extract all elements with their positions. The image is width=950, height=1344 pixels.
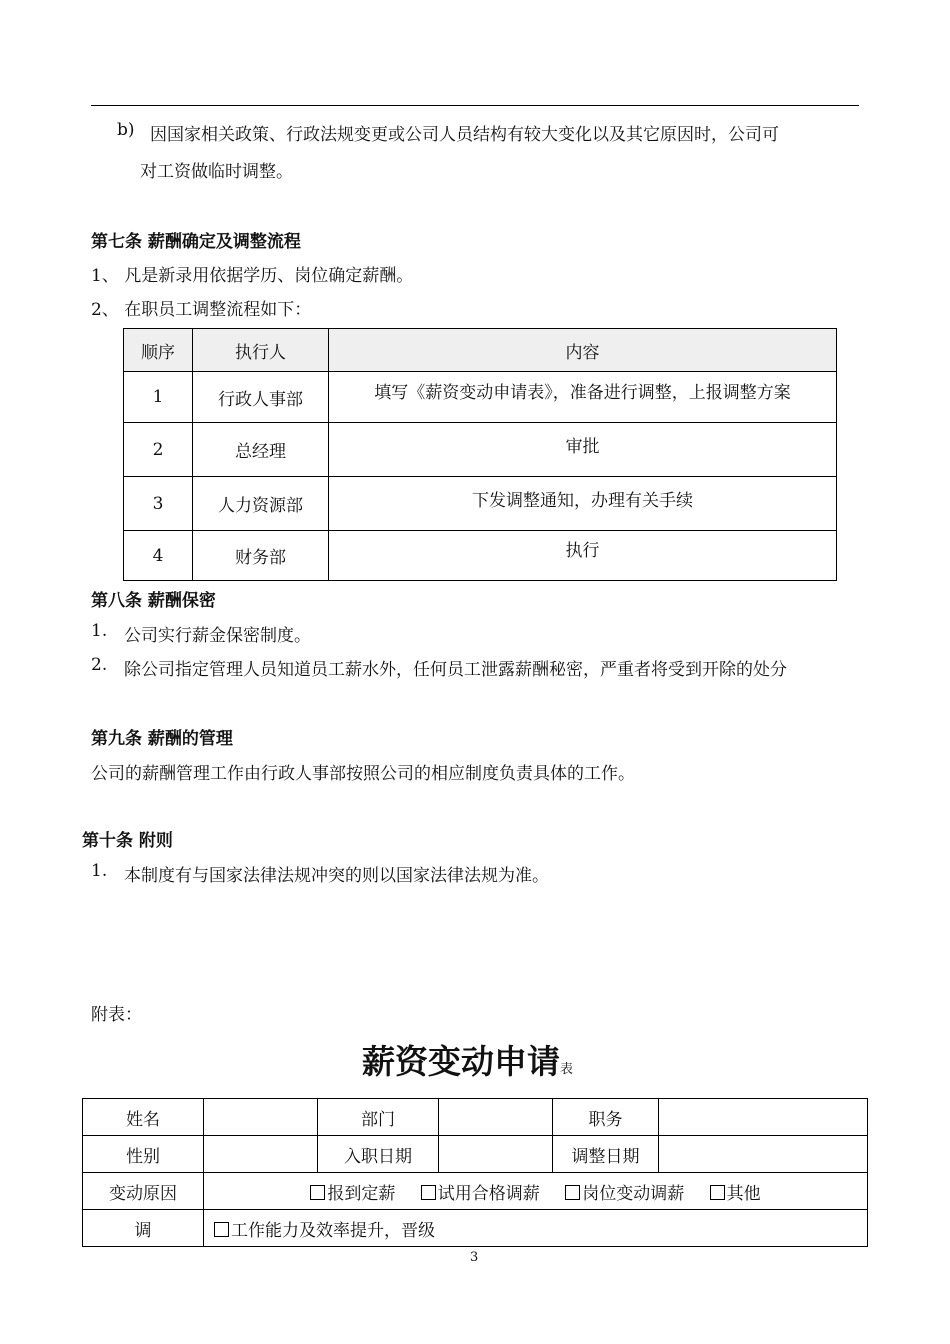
- table-row: [124, 477, 837, 531]
- adjust-date-label: 调整日期: [553, 1136, 659, 1173]
- hire-date-field[interactable]: [439, 1136, 553, 1173]
- row-executor: 行政人事部: [193, 372, 329, 423]
- row-content: 审批: [329, 423, 837, 477]
- page-number: 3: [470, 1250, 479, 1265]
- reason-option[interactable]: [565, 1184, 684, 1204]
- name-label: 姓名: [83, 1099, 204, 1136]
- form-row: [83, 1099, 868, 1136]
- gender-field[interactable]: [204, 1136, 318, 1173]
- checkbox-icon[interactable]: [421, 1185, 436, 1200]
- row-content: 下发调整通知，办理有关手续: [329, 477, 837, 531]
- row5-options: [204, 1210, 868, 1247]
- article7-item2: 2、 在职员工调整流程如下：: [91, 300, 312, 320]
- article7-item1: 1、 凡是新录用依据学历、岗位确定薪酬。: [91, 266, 414, 286]
- row-order: 3: [124, 477, 193, 531]
- checkbox-icon[interactable]: [310, 1185, 325, 1200]
- article8-title: 第八条 薪酬保密: [91, 591, 216, 611]
- table-row: [124, 423, 837, 477]
- form-title: [362, 1036, 573, 1083]
- row-order: 4: [124, 531, 193, 581]
- reason-option-label: 其他: [726, 1183, 761, 1204]
- header-rule: [91, 105, 859, 106]
- reason-option[interactable]: [421, 1184, 540, 1204]
- process-table: [123, 328, 837, 581]
- article8-item1: 公司实行薪金保密制度。: [124, 626, 311, 646]
- reason-option-label: 试用合格调薪: [437, 1183, 540, 1204]
- process-table-header: [124, 329, 837, 372]
- header-cell-executor: 执行人: [193, 329, 329, 372]
- section-b-line2: 对工资做临时调整。: [140, 162, 293, 182]
- article9-body: 公司的薪酬管理工作由行政人事部按照公司的相应制度负责具体的工作。: [91, 764, 635, 784]
- form-title-suffix: 表: [560, 1062, 574, 1077]
- reason-label: 变动原因: [83, 1173, 204, 1210]
- row5-option[interactable]: [214, 1221, 435, 1241]
- reason-option-label: 报到定薪: [327, 1183, 396, 1204]
- position-field[interactable]: [659, 1099, 868, 1136]
- name-field[interactable]: [204, 1099, 318, 1136]
- row-executor: 人力资源部: [193, 477, 329, 531]
- article8-item1-num: 1.: [91, 621, 108, 641]
- header-cell-order: 顺序: [124, 329, 193, 372]
- dept-field[interactable]: [439, 1099, 553, 1136]
- table-row: [124, 372, 837, 423]
- checkbox-icon[interactable]: [214, 1222, 229, 1237]
- dept-label: 部门: [318, 1099, 439, 1136]
- section-b-line1: 因国家相关政策、行政法规变更或公司人员结构有较大变化以及其它原因时，公司可: [150, 125, 779, 145]
- article8-item2-num: 2.: [91, 655, 108, 675]
- article10-title: 第十条 附则: [82, 831, 173, 851]
- row-order: 1: [124, 372, 193, 423]
- article7-title: 第七条 薪酬确定及调整流程: [91, 232, 301, 252]
- reason-option[interactable]: [710, 1184, 761, 1204]
- form-row: [83, 1173, 868, 1210]
- salary-change-form: [82, 1098, 868, 1247]
- reason-option-label: 岗位变动调薪: [582, 1183, 685, 1204]
- row-executor: 总经理: [193, 423, 329, 477]
- row5-option-label: 工作能力及效率提升，晋级: [231, 1220, 435, 1241]
- form-row: [83, 1136, 868, 1173]
- row-content: 填写《薪资变动申请表》，准备进行调整，上报调整方案: [329, 372, 837, 423]
- hire-date-label: 入职日期: [318, 1136, 439, 1173]
- row-order: 2: [124, 423, 193, 477]
- position-label: 职务: [553, 1099, 659, 1136]
- table-row: [124, 531, 837, 581]
- article9-title: 第九条 薪酬的管理: [91, 729, 233, 749]
- row-executor: 财务部: [193, 531, 329, 581]
- checkbox-icon[interactable]: [565, 1185, 580, 1200]
- gender-label: 性别: [83, 1136, 204, 1173]
- section-b-marker: b): [117, 120, 135, 140]
- article10-item1-num: 1.: [91, 861, 108, 881]
- row-content: 执行: [329, 531, 837, 581]
- row5-label: 调: [83, 1210, 204, 1247]
- header-cell-content: 内容: [329, 329, 837, 372]
- article8-item2: 除公司指定管理人员知道员工薪水外，任何员工泄露薪酬秘密，严重者将受到开除的处分: [124, 660, 787, 680]
- form-row: [83, 1210, 868, 1247]
- reason-option[interactable]: [310, 1184, 395, 1204]
- reason-options: [204, 1173, 868, 1210]
- adjust-date-field[interactable]: [659, 1136, 868, 1173]
- appendix-label: 附表：: [91, 1005, 142, 1025]
- checkbox-icon[interactable]: [710, 1185, 725, 1200]
- form-title-main: 薪资变动申请: [362, 1042, 560, 1081]
- article10-item1: 本制度有与国家法律法规冲突的则以国家法律法规为准。: [124, 866, 549, 886]
